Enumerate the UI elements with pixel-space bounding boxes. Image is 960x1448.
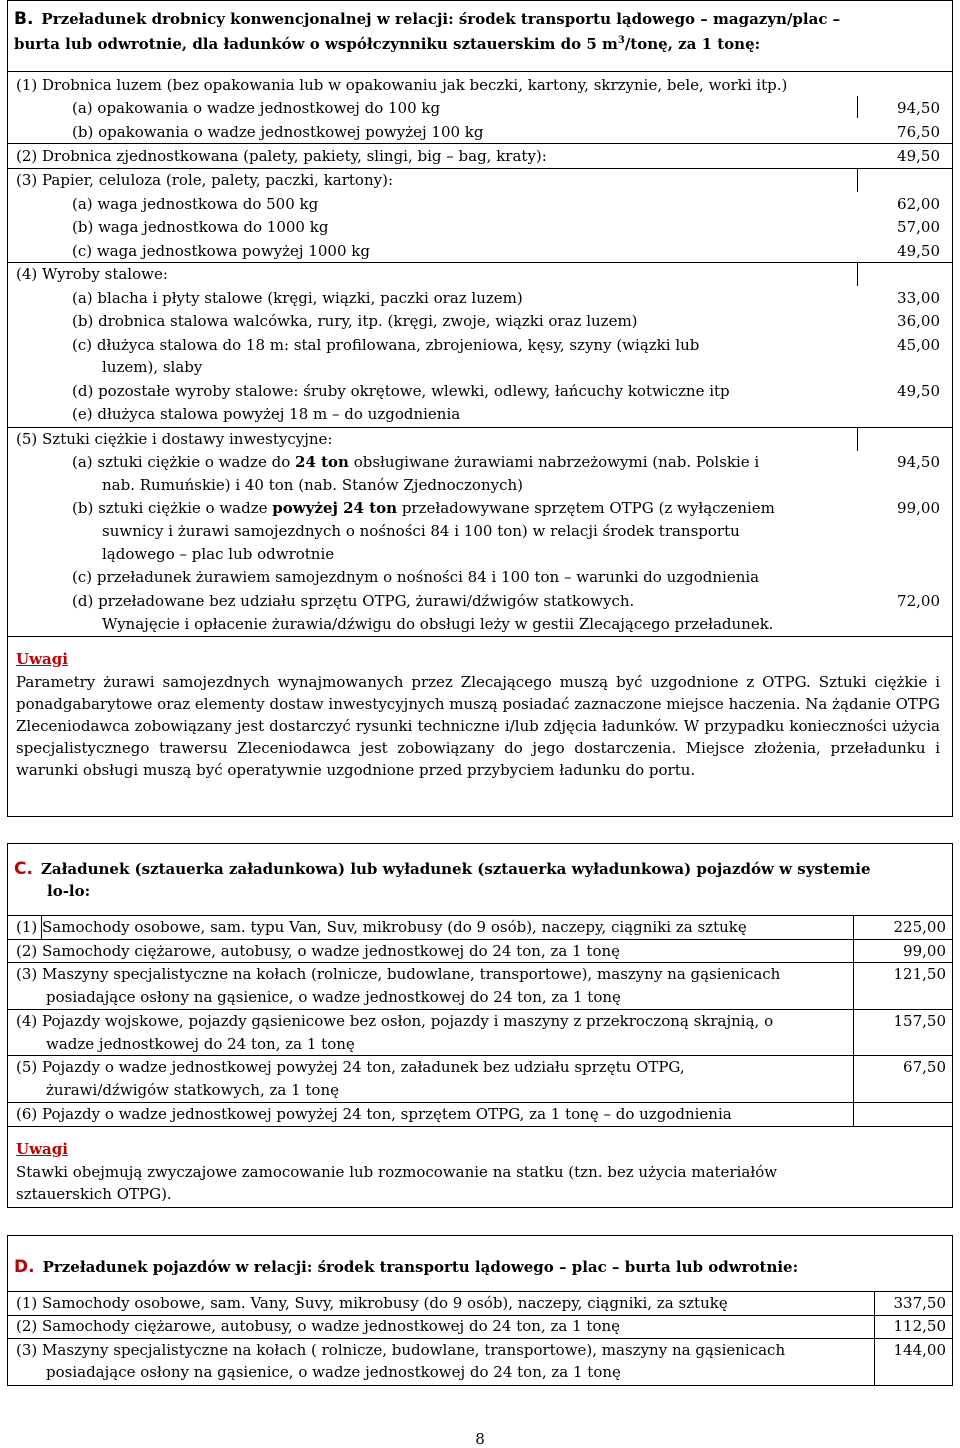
- table-row: (d) przeładowane bez udziału sprzętu OTPG, żurawi/dźwigów statkowych.: [72, 592, 635, 610]
- table-row: (3) Papier, celuloza (role, palety, paczki, kartony):: [16, 171, 393, 189]
- table-row: żurawi/dźwigów statkowych, za 1 tonę: [46, 1081, 339, 1099]
- section-d-letter: D.: [14, 1257, 35, 1277]
- section-c-title: C. Załadunek (sztauerka załadunkowa) lub wyładunek (sztauerka wyładunkowa) pojazdów w systemie lo-lo:: [14, 859, 871, 900]
- table-cell-value: 99,00: [897, 499, 940, 517]
- table-cell-value: 94,50: [897, 453, 940, 471]
- table-row: Wynajęcie i opłacenie żurawia/dźwigu do obsługi leży w gestii Zlecającego przeładunek.: [102, 615, 774, 633]
- table-cell-value: 45,00: [897, 336, 940, 354]
- table-row: (e) dłużyca stalowa powyżej 18 m – do uzgodnienia: [72, 405, 461, 423]
- table-row: (b) sztuki ciężkie o wadze powyżej 24 ton przeładowywane sprzętem OTPG (z wyłączeniem: [72, 499, 775, 517]
- table-row: (b) waga jednostkowa do 1000 kg: [72, 218, 329, 236]
- table-row: (c) przeładunek żurawiem samojezdnym o nośności 84 i 100 ton – warunki do uzgodnienia: [72, 568, 760, 586]
- table-row: (5) Sztuki ciężkie i dostawy inwestycyjne:: [16, 430, 333, 448]
- table-row: (c) dłużyca stalowa do 18 m: stal profilowana, zbrojeniowa, kęsy, szyny (wiązki lub: [72, 336, 700, 354]
- table-cell-value: 94,50: [897, 99, 940, 117]
- table-cell-value: 57,00: [897, 218, 940, 236]
- notes-text: Parametry żurawi samojezdnych wynajmowanych przez Zlecającego muszą być uzgodnione z OTPG. Sztuki ciężkie i ponadgabarytowe oraz elementy dostaw inwestycyjnych muszą posiadać zaznaczone miejsce haczenia. Na żądanie OTPG Zleceniodawca zobowiązany jest dostarczyć rysunki techniczne i/lub zdjęcia ładunków. W przypadku konieczności użycia specjalistycznego trawersu Zleceniodawca jest zobowiązany do jego dostarczenia. Miejsce złożenia, przeładunku i warunki obsługi muszą być operatywnie uzgodnione przed przybyciem ładunku do portu.: [16, 673, 940, 779]
- divider: [874, 1291, 875, 1386]
- divider: [857, 168, 858, 192]
- table-row: (5) Pojazdy o wadze jednostkowej powyżej 24 ton, załadunek bez udziału sprzętu OTPG,: [16, 1058, 685, 1076]
- table-cell-value: 49,50: [897, 147, 940, 165]
- table-row: (6) Pojazdy o wadze jednostkowej powyżej 24 ton, sprzętem OTPG, za 1 tonę – do uzgodnienia: [16, 1105, 732, 1123]
- table-row: (2) Samochody ciężarowe, autobusy, o wadze jednostkowej do 24 ton, za 1 tonę: [16, 1317, 621, 1335]
- notes-text: Stawki obejmują zwyczajowe zamocowanie lub rozmocowanie na statku (tzn. bez użycia materiałów sztauerskich OTPG).: [16, 1163, 778, 1203]
- table-row: (d) pozostałe wyroby stalowe: śruby okrętowe, wlewki, odlewy, łańcuchy kotwiczne itp: [72, 382, 730, 400]
- notes-label: Uwagi: [16, 650, 68, 668]
- table-row: (2) Drobnica zjednostkowana (palety, pakiety, slingi, big – bag, kraty):: [16, 147, 547, 165]
- section-b-title: B. Przeładunek drobnicy konwencjonalnej w relacji: środek transportu lądowego – magazyn/plac – burta lub odwrotnie, dla ładunków o współczynniku sztauerskim do 5 $m^3$/tonę, za 1 tonę:: [14, 9, 841, 53]
- table-row: (1) Samochody osobowe, sam. Vany, Suvy, mikrobusy (do 9 osób), naczepy, ciągniki, za sztukę: [16, 1294, 728, 1312]
- table-cell-value: 36,00: [897, 312, 940, 330]
- divider: [857, 262, 858, 286]
- table-row: (c) waga jednostkowa powyżej 1000 kg: [72, 242, 370, 260]
- table-row: (3) Maszyny specjalistyczne na kołach (rolnicze, budowlane, transportowe), maszyny na gąsienicach: [16, 965, 781, 983]
- table-row: (b) opakowania o wadze jednostkowej powyżej 100 kg: [72, 123, 484, 141]
- table-row: (1) Drobnica luzem (bez opakowania lub w opakowaniu jak beczki, kartony, skrzynie, bele, worki itp.): [16, 76, 788, 94]
- table-row: (a) blacha i płyty stalowe (kręgi, wiązki, paczki oraz luzem): [72, 289, 523, 307]
- notes-label: Uwagi: [16, 1140, 68, 1158]
- table-row: (a) waga jednostkowa do 500 kg: [72, 195, 319, 213]
- section-d-title: D. Przeładunek pojazdów w relacji: środek transportu lądowego – plac – burta lub odwrotnie:: [14, 1257, 799, 1277]
- table-cell-value: 76,50: [897, 123, 940, 141]
- table-row: luzem), slaby: [102, 358, 203, 376]
- table-cell-value: 157,50: [893, 1012, 946, 1030]
- table-row: (b) drobnica stalowa walcówka, rury, itp. (kręgi, zwoje, wiązki oraz luzem): [72, 312, 638, 330]
- table-cell-value: 225,00: [893, 918, 946, 936]
- table-row: lądowego – plac lub odwrotnie: [102, 545, 335, 563]
- table-cell-value: 112,50: [893, 1317, 946, 1335]
- table-row: posiadające osłony na gąsienice, o wadze jednostkowej do 24 ton, za 1 tonę: [46, 988, 621, 1006]
- divider: [7, 636, 953, 637]
- section-b-letter: B.: [14, 9, 34, 29]
- table-cell-value: 62,00: [897, 195, 940, 213]
- divider: [7, 143, 953, 144]
- table-row: (2) Samochody ciężarowe, autobusy, o wadze jednostkowej do 24 ton, za 1 tonę: [16, 942, 621, 960]
- divider: [857, 96, 858, 118]
- divider: [7, 71, 953, 72]
- table-row: nab. Rumuńskie) i 40 ton (nab. Stanów Zjednoczonych): [102, 476, 523, 494]
- table-cell-value: 33,00: [897, 289, 940, 307]
- table-cell-value: 121,50: [893, 965, 946, 983]
- table-row: (1) Samochody osobowe, sam. typu Van, Suv, mikrobusy (do 9 osób), naczepy, ciągniki za sztukę: [16, 918, 747, 936]
- table-row: (3) Maszyny specjalistyczne na kołach ( rolnicze, budowlane, transportowe), maszyny na gąsienicach: [16, 1341, 786, 1359]
- table-cell-value: 49,50: [897, 242, 940, 260]
- section-c-letter: C.: [14, 859, 33, 879]
- divider: [41, 915, 42, 939]
- table-cell-value: 337,50: [893, 1294, 946, 1312]
- page-number: 8: [475, 1430, 485, 1448]
- divider: [853, 915, 854, 1126]
- divider: [857, 427, 858, 451]
- table-cell-value: 49,50: [897, 382, 940, 400]
- table-cell-value: 144,00: [893, 1341, 946, 1359]
- table-cell-value: 72,00: [897, 592, 940, 610]
- table-row: (4) Wyroby stalowe:: [16, 265, 168, 283]
- table-row: (a) sztuki ciężkie o wadze do 24 ton obsługiwane żurawiami nabrzeżowymi (nab. Polskie i: [72, 453, 760, 471]
- table-row: wadze jednostkowej do 24 ton, za 1 tonę: [46, 1035, 355, 1053]
- table-row: suwnicy i żurawi samojezdnych o nośności 84 i 100 ton) w relacji środek transportu: [102, 522, 740, 540]
- table-row: (a) opakowania o wadze jednostkowej do 100 kg: [72, 99, 441, 117]
- table-cell-value: 99,00: [903, 942, 946, 960]
- divider: [7, 1126, 953, 1127]
- table-row: (4) Pojazdy wojskowe, pojazdy gąsienicowe bez osłon, pojazdy i maszyny z przekroczoną skrajnią, o: [16, 1012, 774, 1030]
- table-cell-value: 67,50: [903, 1058, 946, 1076]
- table-row: posiadające osłony na gąsienice, o wadze jednostkowej do 24 ton, za 1 tonę: [46, 1363, 621, 1381]
